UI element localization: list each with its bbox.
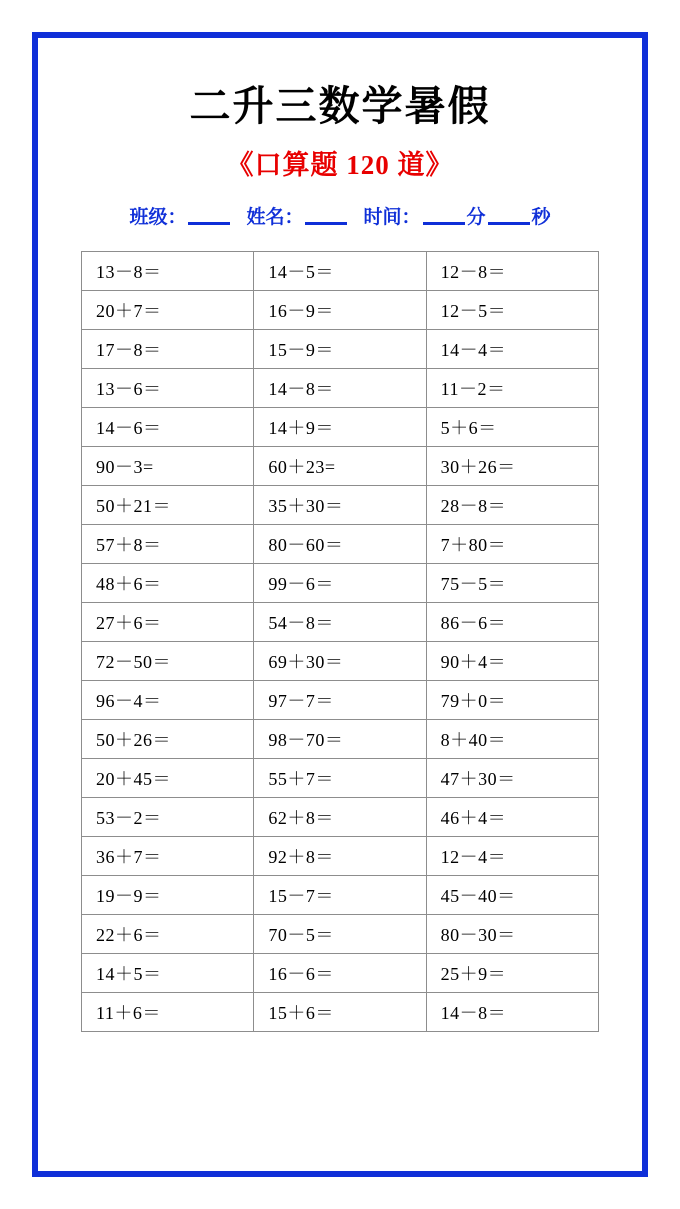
- table-row: [82, 758, 599, 797]
- second-label: 秒: [531, 206, 551, 228]
- problem-cell[interactable]: 90＋4＝: [426, 641, 598, 680]
- class-label: 班级：: [129, 206, 187, 228]
- problem-cell[interactable]: 14＋9＝: [254, 407, 426, 446]
- problem-cell[interactable]: 90－3=: [82, 446, 254, 485]
- problem-cell[interactable]: 79＋0＝: [426, 680, 598, 719]
- minutes-input[interactable]: [423, 205, 465, 225]
- problem-cell[interactable]: 55＋7＝: [254, 758, 426, 797]
- table-row: [82, 602, 599, 641]
- name-label: 姓名：: [246, 206, 304, 228]
- table-row: [82, 485, 599, 524]
- problem-cell[interactable]: 72－50＝: [82, 641, 254, 680]
- table-row: [82, 407, 599, 446]
- table-row: [82, 329, 599, 368]
- table-row: [82, 992, 599, 1031]
- problem-cell[interactable]: 92＋8＝: [254, 836, 426, 875]
- problem-cell[interactable]: 62＋8＝: [254, 797, 426, 836]
- problem-cell[interactable]: 28－8＝: [426, 485, 598, 524]
- problem-cell[interactable]: 15－9＝: [254, 329, 426, 368]
- problem-cell[interactable]: 11－2＝: [426, 368, 598, 407]
- problem-cell[interactable]: 97－7＝: [254, 680, 426, 719]
- problem-cell[interactable]: 20＋45＝: [82, 758, 254, 797]
- time-field-group: [363, 202, 550, 229]
- problem-cell[interactable]: 46＋4＝: [426, 797, 598, 836]
- problem-cell[interactable]: 70－5＝: [254, 914, 426, 953]
- problem-cell[interactable]: 13－8＝: [82, 251, 254, 290]
- problem-cell[interactable]: 17－8＝: [82, 329, 254, 368]
- problem-cell[interactable]: 75－5＝: [426, 563, 598, 602]
- problem-cell[interactable]: 8＋40＝: [426, 719, 598, 758]
- table-row: [82, 797, 599, 836]
- table-row: [82, 368, 599, 407]
- problem-cell[interactable]: 60＋23=: [254, 446, 426, 485]
- class-field-group: [129, 202, 232, 229]
- problem-cell[interactable]: 86－6＝: [426, 602, 598, 641]
- problem-cell[interactable]: 14－8＝: [426, 992, 598, 1031]
- problem-cell[interactable]: 19－9＝: [82, 875, 254, 914]
- problem-cell[interactable]: 45－40＝: [426, 875, 598, 914]
- problem-cell[interactable]: 5＋6＝: [426, 407, 598, 446]
- table-row: [82, 524, 599, 563]
- table-row: [82, 953, 599, 992]
- table-row: [82, 914, 599, 953]
- table-row: [82, 875, 599, 914]
- problem-cell[interactable]: 47＋30＝: [426, 758, 598, 797]
- class-input[interactable]: [188, 205, 230, 225]
- problem-cell[interactable]: 14－6＝: [82, 407, 254, 446]
- problems-table-body: [82, 251, 599, 1031]
- table-row: [82, 251, 599, 290]
- problem-cell[interactable]: 54－8＝: [254, 602, 426, 641]
- problem-cell[interactable]: 69＋30＝: [254, 641, 426, 680]
- problem-cell[interactable]: 36＋7＝: [82, 836, 254, 875]
- problem-cell[interactable]: 14－5＝: [254, 251, 426, 290]
- problem-cell[interactable]: 13－6＝: [82, 368, 254, 407]
- page-subtitle: 《口算题 120 道》: [226, 150, 454, 181]
- problem-cell[interactable]: 50＋21＝: [82, 485, 254, 524]
- name-field-group: [246, 202, 349, 229]
- table-row: [82, 680, 599, 719]
- problem-cell[interactable]: 20＋7＝: [82, 290, 254, 329]
- problem-cell[interactable]: 80－30＝: [426, 914, 598, 953]
- problem-cell[interactable]: 15－7＝: [254, 875, 426, 914]
- problem-cell[interactable]: 30＋26＝: [426, 446, 598, 485]
- problem-cell[interactable]: 14－8＝: [254, 368, 426, 407]
- problem-cell[interactable]: 15＋6＝: [254, 992, 426, 1031]
- problem-cell[interactable]: 12－5＝: [426, 290, 598, 329]
- problem-cell[interactable]: 57＋8＝: [82, 524, 254, 563]
- problem-cell[interactable]: 12－4＝: [426, 836, 598, 875]
- page-border: [32, 32, 648, 1177]
- problem-cell[interactable]: 25＋9＝: [426, 953, 598, 992]
- problem-cell[interactable]: 96－4＝: [82, 680, 254, 719]
- problems-table: [81, 251, 599, 1032]
- problem-cell[interactable]: 14－4＝: [426, 329, 598, 368]
- seconds-input[interactable]: [488, 205, 530, 225]
- problem-cell[interactable]: 11＋6＝: [82, 992, 254, 1031]
- problem-cell[interactable]: 50＋26＝: [82, 719, 254, 758]
- problem-cell[interactable]: 22＋6＝: [82, 914, 254, 953]
- name-input[interactable]: [305, 205, 347, 225]
- page-content: [38, 38, 642, 1171]
- problem-cell[interactable]: 53－2＝: [82, 797, 254, 836]
- page-title: 二升三数学暑假: [189, 83, 491, 129]
- problem-cell[interactable]: 16－6＝: [254, 953, 426, 992]
- table-row: [82, 836, 599, 875]
- problem-cell[interactable]: 80－60＝: [254, 524, 426, 563]
- table-row: [82, 446, 599, 485]
- problem-cell[interactable]: 7＋80＝: [426, 524, 598, 563]
- table-row: [82, 641, 599, 680]
- problem-cell[interactable]: 98－70＝: [254, 719, 426, 758]
- problem-cell[interactable]: 12－8＝: [426, 251, 598, 290]
- problem-cell[interactable]: 16－9＝: [254, 290, 426, 329]
- time-label: 时间：: [363, 206, 421, 228]
- problem-cell[interactable]: 35＋30＝: [254, 485, 426, 524]
- problem-cell[interactable]: 99－6＝: [254, 563, 426, 602]
- student-info-line: [58, 202, 622, 229]
- table-row: [82, 563, 599, 602]
- minute-label: 分: [466, 206, 486, 228]
- table-row: [82, 719, 599, 758]
- table-row: [82, 290, 599, 329]
- problem-cell[interactable]: 48＋6＝: [82, 563, 254, 602]
- problem-cell[interactable]: 27＋6＝: [82, 602, 254, 641]
- problem-cell[interactable]: 14＋5＝: [82, 953, 254, 992]
